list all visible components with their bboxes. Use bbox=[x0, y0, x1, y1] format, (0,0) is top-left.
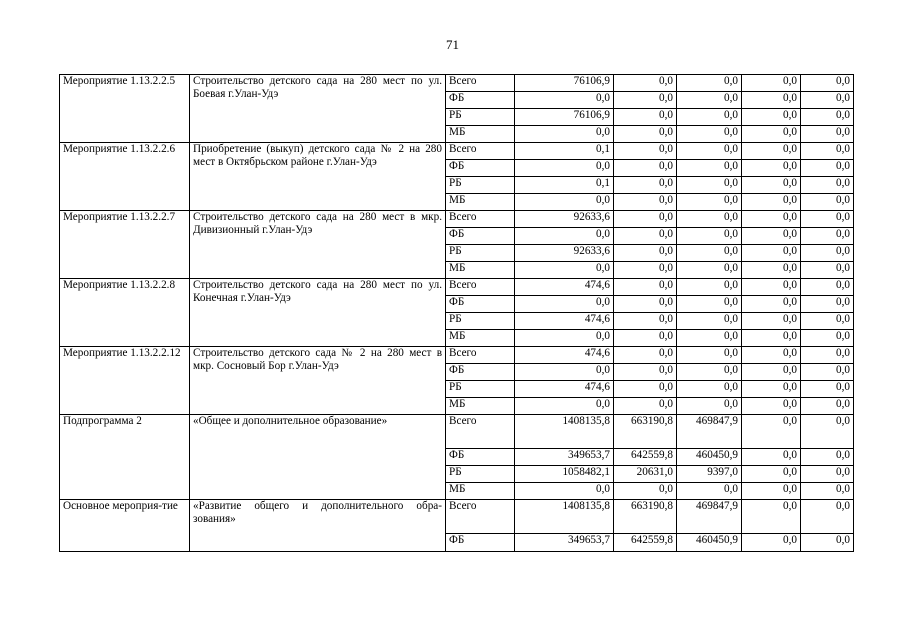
funding-source-cell: ФБ bbox=[446, 364, 515, 381]
table-row bbox=[60, 347, 854, 364]
amount-cell: 0,0 bbox=[515, 483, 614, 500]
amount-cell: 0,0 bbox=[677, 177, 742, 194]
amount-cell: 76106,9 bbox=[515, 109, 614, 126]
funding-source-cell: ФБ bbox=[446, 296, 515, 313]
amount-cell: 1408135,8 bbox=[515, 500, 614, 534]
amount-cell: 0,0 bbox=[515, 228, 614, 245]
amount-cell: 0,0 bbox=[801, 534, 854, 552]
amount-cell: 0,0 bbox=[677, 483, 742, 500]
amount-cell: 0,0 bbox=[742, 534, 801, 552]
funding-source-cell: Всего bbox=[446, 500, 515, 534]
amount-cell: 0,0 bbox=[801, 160, 854, 177]
measure-code-cell: Подпрограмма 2 bbox=[60, 415, 190, 500]
amount-cell: 0,0 bbox=[801, 415, 854, 449]
funding-source-cell: ФБ bbox=[446, 92, 515, 109]
measure-code-cell: Мероприятие 1.13.2.2.8 bbox=[60, 279, 190, 347]
amount-cell: 0,0 bbox=[742, 160, 801, 177]
amount-cell: 0,1 bbox=[515, 143, 614, 160]
table-row bbox=[60, 143, 854, 160]
measure-name-cell: Строительство детского сада № 2 на 280 мест в мкр. Сосновый Бор г.Улан-Удэ bbox=[190, 347, 446, 415]
amount-cell: 0,0 bbox=[677, 313, 742, 330]
funding-source-cell: РБ bbox=[446, 381, 515, 398]
amount-cell: 0,0 bbox=[801, 245, 854, 262]
amount-cell: 663190,8 bbox=[614, 500, 677, 534]
amount-cell: 0,0 bbox=[677, 75, 742, 92]
amount-cell: 474,6 bbox=[515, 381, 614, 398]
amount-cell: 0,0 bbox=[801, 75, 854, 92]
amount-cell: 460450,9 bbox=[677, 534, 742, 552]
amount-cell: 0,0 bbox=[614, 364, 677, 381]
amount-cell: 474,6 bbox=[515, 279, 614, 296]
funding-source-cell: МБ bbox=[446, 262, 515, 279]
amount-cell: 0,0 bbox=[677, 228, 742, 245]
amount-cell: 1408135,8 bbox=[515, 415, 614, 449]
measure-code-cell: Мероприятие 1.13.2.2.6 bbox=[60, 143, 190, 211]
amount-cell: 474,6 bbox=[515, 313, 614, 330]
amount-cell: 460450,9 bbox=[677, 449, 742, 466]
table-row bbox=[60, 211, 854, 228]
amount-cell: 0,0 bbox=[677, 279, 742, 296]
amount-cell: 0,0 bbox=[677, 381, 742, 398]
amount-cell: 0,0 bbox=[801, 279, 854, 296]
amount-cell: 0,0 bbox=[742, 296, 801, 313]
amount-cell: 0,0 bbox=[801, 177, 854, 194]
funding-source-cell: Всего bbox=[446, 143, 515, 160]
amount-cell: 0,0 bbox=[614, 228, 677, 245]
amount-cell: 0,0 bbox=[677, 143, 742, 160]
amount-cell: 469847,9 bbox=[677, 415, 742, 449]
funding-source-cell: ФБ bbox=[446, 160, 515, 177]
amount-cell: 0,0 bbox=[515, 194, 614, 211]
amount-cell: 0,0 bbox=[801, 126, 854, 143]
amount-cell: 642559,8 bbox=[614, 534, 677, 552]
amount-cell: 0,0 bbox=[677, 126, 742, 143]
amount-cell: 0,0 bbox=[742, 398, 801, 415]
amount-cell: 0,0 bbox=[742, 211, 801, 228]
amount-cell: 0,0 bbox=[742, 75, 801, 92]
amount-cell: 0,0 bbox=[801, 228, 854, 245]
amount-cell: 0,0 bbox=[515, 296, 614, 313]
amount-cell: 0,0 bbox=[742, 364, 801, 381]
funding-source-cell: РБ bbox=[446, 109, 515, 126]
table-row bbox=[60, 279, 854, 296]
funding-source-cell: МБ bbox=[446, 398, 515, 415]
funding-source-cell: ФБ bbox=[446, 449, 515, 466]
amount-cell: 0,0 bbox=[742, 381, 801, 398]
measure-code-cell: Основное мероприя-тие bbox=[60, 500, 190, 552]
amount-cell: 0,0 bbox=[801, 330, 854, 347]
table-row bbox=[60, 500, 854, 534]
amount-cell: 0,0 bbox=[801, 500, 854, 534]
amount-cell: 0,0 bbox=[614, 143, 677, 160]
amount-cell: 0,0 bbox=[742, 177, 801, 194]
amount-cell: 0,0 bbox=[801, 262, 854, 279]
amount-cell: 0,0 bbox=[614, 313, 677, 330]
amount-cell: 0,0 bbox=[515, 160, 614, 177]
amount-cell: 0,0 bbox=[801, 449, 854, 466]
amount-cell: 0,0 bbox=[677, 398, 742, 415]
amount-cell: 0,0 bbox=[614, 194, 677, 211]
amount-cell: 0,0 bbox=[742, 194, 801, 211]
funding-source-cell: МБ bbox=[446, 330, 515, 347]
amount-cell: 0,0 bbox=[677, 92, 742, 109]
amount-cell: 76106,9 bbox=[515, 75, 614, 92]
amount-cell: 0,0 bbox=[801, 109, 854, 126]
amount-cell: 349653,7 bbox=[515, 534, 614, 552]
amount-cell: 349653,7 bbox=[515, 449, 614, 466]
amount-cell: 0,0 bbox=[801, 92, 854, 109]
page-number: 71 bbox=[446, 37, 459, 52]
amount-cell: 0,0 bbox=[677, 330, 742, 347]
amount-cell: 0,0 bbox=[515, 92, 614, 109]
funding-table-body bbox=[60, 75, 854, 552]
amount-cell: 0,0 bbox=[742, 126, 801, 143]
amount-cell: 0,0 bbox=[801, 211, 854, 228]
measure-code-cell: Мероприятие 1.13.2.2.5 bbox=[60, 75, 190, 143]
amount-cell: 0,0 bbox=[614, 92, 677, 109]
amount-cell: 642559,8 bbox=[614, 449, 677, 466]
amount-cell: 0,0 bbox=[614, 160, 677, 177]
amount-cell: 0,0 bbox=[614, 279, 677, 296]
funding-source-cell: РБ bbox=[446, 245, 515, 262]
amount-cell: 0,0 bbox=[801, 381, 854, 398]
measure-name-cell: «Развитие общего и дополнительного обра-зования» bbox=[190, 500, 446, 552]
amount-cell: 0,0 bbox=[801, 398, 854, 415]
funding-source-cell: РБ bbox=[446, 177, 515, 194]
amount-cell: 0,0 bbox=[677, 364, 742, 381]
amount-cell: 663190,8 bbox=[614, 415, 677, 449]
amount-cell: 0,0 bbox=[515, 262, 614, 279]
amount-cell: 20631,0 bbox=[614, 466, 677, 483]
amount-cell: 0,0 bbox=[801, 347, 854, 364]
measure-name-cell: Строительство детского сада на 280 мест по ул. Боевая г.Улан-Удэ bbox=[190, 75, 446, 143]
amount-cell: 0,0 bbox=[742, 500, 801, 534]
measure-name-cell: «Общее и дополнительное образование» bbox=[190, 415, 446, 500]
amount-cell: 0,0 bbox=[515, 126, 614, 143]
amount-cell: 0,0 bbox=[742, 92, 801, 109]
amount-cell: 0,0 bbox=[614, 296, 677, 313]
amount-cell: 469847,9 bbox=[677, 500, 742, 534]
amount-cell: 0,0 bbox=[677, 109, 742, 126]
amount-cell: 0,0 bbox=[742, 245, 801, 262]
amount-cell: 1058482,1 bbox=[515, 466, 614, 483]
amount-cell: 92633,6 bbox=[515, 211, 614, 228]
amount-cell: 0,0 bbox=[614, 398, 677, 415]
funding-source-cell: МБ bbox=[446, 194, 515, 211]
measure-name-cell: Строительство детского сада на 280 мест по ул. Конечная г.Улан-Удэ bbox=[190, 279, 446, 347]
table-row bbox=[60, 415, 854, 449]
amount-cell: 0,0 bbox=[742, 347, 801, 364]
funding-source-cell: Всего bbox=[446, 415, 515, 449]
funding-source-cell: МБ bbox=[446, 483, 515, 500]
amount-cell: 0,0 bbox=[614, 126, 677, 143]
amount-cell: 0,0 bbox=[742, 330, 801, 347]
amount-cell: 92633,6 bbox=[515, 245, 614, 262]
amount-cell: 0,0 bbox=[677, 262, 742, 279]
measure-code-cell: Мероприятие 1.13.2.2.12 bbox=[60, 347, 190, 415]
funding-source-cell: РБ bbox=[446, 466, 515, 483]
amount-cell: 0,0 bbox=[614, 177, 677, 194]
amount-cell: 0,0 bbox=[515, 364, 614, 381]
amount-cell: 0,0 bbox=[742, 109, 801, 126]
amount-cell: 9397,0 bbox=[677, 466, 742, 483]
amount-cell: 0,0 bbox=[801, 296, 854, 313]
amount-cell: 0,0 bbox=[742, 313, 801, 330]
amount-cell: 0,0 bbox=[742, 143, 801, 160]
amount-cell: 0,0 bbox=[677, 211, 742, 228]
amount-cell: 0,0 bbox=[742, 262, 801, 279]
measure-name-cell: Приобретение (выкуп) детского сада № 2 на 280 мест в Октябрьском районе г.Улан-Удэ bbox=[190, 143, 446, 211]
amount-cell: 0,0 bbox=[742, 483, 801, 500]
amount-cell: 0,0 bbox=[677, 245, 742, 262]
amount-cell: 0,0 bbox=[801, 143, 854, 160]
funding-source-cell: МБ bbox=[446, 126, 515, 143]
amount-cell: 0,0 bbox=[677, 347, 742, 364]
amount-cell: 0,0 bbox=[677, 194, 742, 211]
amount-cell: 0,0 bbox=[614, 483, 677, 500]
amount-cell: 0,0 bbox=[614, 211, 677, 228]
funding-source-cell: ФБ bbox=[446, 534, 515, 552]
funding-source-cell: Всего bbox=[446, 211, 515, 228]
amount-cell: 0,0 bbox=[614, 75, 677, 92]
amount-cell: 0,0 bbox=[614, 330, 677, 347]
amount-cell: 0,1 bbox=[515, 177, 614, 194]
funding-table bbox=[59, 74, 854, 552]
amount-cell: 0,0 bbox=[742, 279, 801, 296]
funding-source-cell: Всего bbox=[446, 75, 515, 92]
amount-cell: 0,0 bbox=[677, 296, 742, 313]
measure-name-cell: Строительство детского сада на 280 мест в мкр. Дивизионный г.Улан-Удэ bbox=[190, 211, 446, 279]
amount-cell: 0,0 bbox=[742, 415, 801, 449]
amount-cell: 0,0 bbox=[515, 398, 614, 415]
funding-source-cell: ФБ bbox=[446, 228, 515, 245]
amount-cell: 0,0 bbox=[742, 228, 801, 245]
amount-cell: 0,0 bbox=[742, 449, 801, 466]
amount-cell: 0,0 bbox=[515, 330, 614, 347]
amount-cell: 0,0 bbox=[614, 381, 677, 398]
amount-cell: 0,0 bbox=[801, 364, 854, 381]
amount-cell: 0,0 bbox=[614, 262, 677, 279]
measure-code-cell: Мероприятие 1.13.2.2.7 bbox=[60, 211, 190, 279]
funding-source-cell: Всего bbox=[446, 347, 515, 364]
amount-cell: 0,0 bbox=[801, 194, 854, 211]
amount-cell: 0,0 bbox=[742, 466, 801, 483]
amount-cell: 474,6 bbox=[515, 347, 614, 364]
table-row bbox=[60, 75, 854, 92]
amount-cell: 0,0 bbox=[614, 109, 677, 126]
funding-source-cell: РБ bbox=[446, 313, 515, 330]
amount-cell: 0,0 bbox=[614, 245, 677, 262]
amount-cell: 0,0 bbox=[677, 160, 742, 177]
amount-cell: 0,0 bbox=[801, 313, 854, 330]
funding-source-cell: Всего bbox=[446, 279, 515, 296]
amount-cell: 0,0 bbox=[614, 347, 677, 364]
amount-cell: 0,0 bbox=[801, 483, 854, 500]
amount-cell: 0,0 bbox=[801, 466, 854, 483]
